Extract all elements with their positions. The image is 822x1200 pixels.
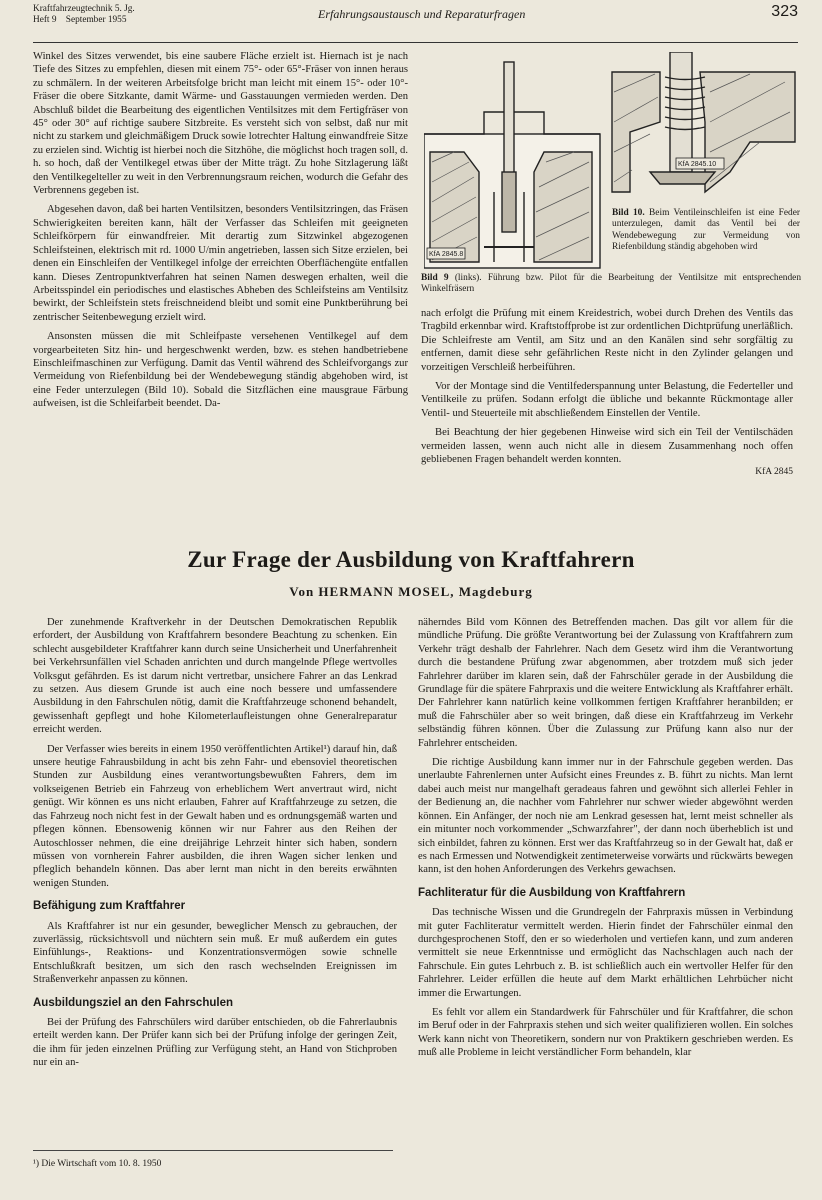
running-header (33, 4, 798, 43)
article-title: Zur Frage der Ausbildung von Kraftfahrern (187, 547, 635, 572)
figure-10-caption (612, 208, 800, 254)
paragraph: Die richtige Ausbildung kann immer nur in der Fahrschule gegeben werden. Das unerlaubte Fahrenlernen unter Aufsicht eines Freundes z. B. führt zu nichts. Man lernt dabei auch meist nur mangelhaft geradeaus fahren und gewöhnt sich allerlei Fehler in der Bedienung an, die nachher vom Fahrlehrer nur schwer wieder abgewöhnt werden können. Ein Anfänger, der noch nie am Lenkrad gesessen hat, lernt meist schneller als ein mitunter noch vorkommender „Schwarzfahrer", der dann noch überheblich ist und sich einbildet, fahren zu können. Erst wer das Kraftfahrzeug so in der Gewalt hat, daß er es nach Ermessen und Notwendigkeit zentimeterweise vorwärts und rückwärts bewegen kann, ist den hohen Anforderungen des Verkehrs gewachsen. (418, 757, 793, 876)
page-number: 323 (771, 3, 798, 20)
paragraph: Bei Beachtung der hier gegebenen Hinweise wird sich ein Teil der Ventilschäden vermeiden lassen, wenn auch nicht alle in diesem Zusammenhang noch offen gebliebenen Fragen behandelt werden konnten. (421, 427, 793, 466)
figure-10-tag: KfA 2845.10 (678, 161, 717, 168)
paragraph: Winkel des Sitzes verwendet, bis eine saubere Fläche erzielt ist. Hiernach ist je nach Tiefe des Sitzes zu empfehlen, diesen mit einem 75°- oder 65°-Fräser von innen heraus zu schmälern. In der weiteren Arbeitsfolge bricht man leicht mit einem 15°- oder 10°-Fräser die obere Sitzkante, damit Wärme- und Gasstauungen vermieden werden. Den Abschluß bildet die Bearbeitung des eigentlichen Ventilsitzes mit dem Fertigfräser von 45° oder 30° auf richtige saubere Sitzbreite. Es versteht sich von selbst, daß nur mit nicht zu starkem und gleichmäßigem Druck sowie lotrechter Haltung einwandfreie Sitze zu erzielen sind. Wichtig ist hierbei noch die Sitzhöhe, die möglichst hoch tragen soll, d. h. so hoch, daß der Ventilkegel etwas über der Mitte trägt. Zu hohe Sitzlagerung läßt den Ventilkegelteller zu weit in den Verbrennungsraum reichen, wodurch die Gefahr des Verbrennens gegeben ist. (33, 51, 408, 197)
section-heading: Fachliteratur für die Ausbildung von Kraftfahrern (418, 886, 686, 899)
footnote-text: ¹) Die Wirtschaft vom 10. 8. 1950 (33, 1159, 162, 1169)
paragraph: nach erfolgt die Prüfung mit einem Kreidestrich, wobei durch Drehen des Ventils das Tragbild erkennbar wird. Kraftstoffprobe ist zur ordentlichen Dichtprüfung unerläßlich. Die Schleifreste am Ventil, am Sitz und an den Kanälen sind sehr sorgfältig zu entfernen, damit diese sehr gefährlichen Reste nicht in den Zylinder gelangen und vorzeitigen Verschleiß herbeiführen. (421, 308, 793, 373)
figure-10-label: Bild 10. (612, 208, 645, 218)
section-heading: Ausbildungsziel an den Fahrschulen (33, 996, 233, 1009)
top-left-column (33, 50, 408, 411)
paragraph: Es fehlt vor allem ein Standardwerk für Fahrschüler und für Kraftfahrer, die schon im Beruf oder in der Fahrpraxis stehen und sich weiter qualifizieren wollen. Ein solches Werk kann nicht von Theoretikern, sondern nur von Praktikern geschrieben werden. Es muß alle Probleme in leicht verständlicher Form behandeln, klar (418, 1006, 793, 1059)
bottom-left-column (33, 616, 397, 1070)
paragraph: Der zunehmende Kraftverkehr in der Deutschen Demokratischen Republik erfordert, der Ausbildung von Kraftfahrern besondere Beachtung zu schenken. Ein schlecht ausgebildeter Kraftfahrer kann durch seine Unsicherheit und Unerfahrenheit bei Verkehrsunfällen viel Schaden anrichten und durch mangelnde Pflege wertvolles Volksgut gefährden. Es ist darum nicht vertretbar, unsichere Fahrer an das Lenkrad zu setzen. Aus diesem Grunde ist auch eine noch bessere und umfassendere Ausbildung in den Fahrschulen nötig, damit die Kraftfahrzeuge schonend behandelt, gewissenhaft gepflegt und hohe Kilometerlaufleistungen ohne Generalreparatur erreicht werden. (33, 617, 397, 736)
figure-10-text: Beim Ventileinschleifen ist eine Feder unterzulegen, damit das Ventil bei der Wendebewegung zur Vermeidung von Riefenbildung ständig abgehoben wird (612, 208, 800, 253)
section-title: Erfahrungsaustausch und Reparaturfragen (318, 7, 526, 21)
paragraph: Bei der Prüfung des Fahrschülers wird darüber entschieden, ob die Fahrerlaubnis erteilt werden kann. Der Prüfer kann sich bei der Prüfung infolge der geringen Zeit, die ihm für jeden einzelnen Prüfling zur Verfügung steht, an Hand von Stichproben nur ein an- (33, 1016, 397, 1069)
paragraph: Vor der Montage sind die Ventilfederspannung unter Belastung, die Federteller und Ventilkeile zu prüfen. Sodann erfolgt die übliche und bekannte Rückmontage aller Ventil- und Steuerteile mit abschließendem Einstellen der Ventile. (421, 381, 793, 419)
paragraph: Abgesehen davon, daß bei harten Ventilsitzen, besonders Ventilsitzringen, das Fräsen Schwierigkeiten bereiten kann, hält der Verfasser das Schleifen mit geeigneten Schleifkörpern für einwandfreier. Mit derartig zum Sitzwinkel abgezogenen Schleifsteinen, elektrisch mit rd. 1000 U/min angetrieben, lassen sich Sitze erzielen, bei denen ein Einschleifen der Ventilkegel infolge der erreichten Oberflächengüte entfallen kann. Dieses Zentropunktverfahren hat seinen Namen deswegen erhalten, weil die Arbeitsspindel ein periodisches und elastisches Abheben des Schleifsteins am Ventilsitz bewirkt, der Schleifstein stets freischneidend bleibt und somit eine Punktberührung bei zentrischer Seitenbewegung erzielt wird. (33, 204, 408, 323)
figure-9-drawing (424, 52, 604, 272)
figure-9-tag: KfA 2845.8 (429, 251, 464, 258)
section-heading: Befähigung zum Kraftfahrer (33, 900, 186, 913)
article-signature: KfA 2845 (755, 467, 793, 478)
figure-9-text: (links). Führung bzw. Pilot für die Bearbeitung der Ventilsitze mit entsprechenden Winkelfräsern (421, 273, 802, 295)
paragraph: Als Kraftfahrer ist nur ein gesunder, beweglicher Mensch zu gebrauchen, der zuverlässig, rücksichtsvoll und nüchtern sein muß. Er muß außerdem ein gutes Einfühlungs-, Reaktions- und Konzentrationsvermögen sowie schnelle Entschlußkraft besitzen, um sich den rasch wechselnden Ereignissen im Straßenverkehr anpassen zu können. (33, 920, 397, 986)
article-author: Von HERMANN MOSEL, Magdeburg (289, 584, 533, 599)
journal-info (33, 4, 135, 26)
paragraph: Das technische Wissen und die Grundregeln der Fahrpraxis müssen in Verbindung mit guter Fachliteratur vermittelt werden. Hierin findet der Fahrschüler einmal den durchgesprochenen Stoff, den er so wiederholen und vertiefen kann, und zum anderen vermittelt sie neue Erkenntnisse und ermöglicht das Nachschlagen auch nach der Fahrschule. Ein gutes Lehrbuch z. B. ist schließlich auch ein wertvoller Helfer für den Fahrlehrer. Leider erfüllen die heute auf dem Markt erhältlichen Lehrbücher nicht immer die Erwartungen. (418, 907, 793, 999)
figure-10-drawing (610, 52, 800, 202)
paragraph: Ansonsten müssen die mit Schleifpaste versehenen Ventilkegel auf dem vorgearbeiteten Sitz hin- und hergeschwenkt werden, bzw. es stehen handbetriebene Einschleifmaschinen zur Verfügung. Damit das Ventil während des Schleifvorgangs zur Vermeidung von Riefenbildung bei der Wendebewegung ständig abgehoben wird, ist eine Feder unterzulegen (Bild 10). Sobald die Sitzflächen eine mausgraue Färbung aufweisen, ist die Schleifarbeit beendet. Da- (33, 331, 408, 410)
figure-9-caption (421, 273, 801, 296)
journal-line-1: Kraftfahrzeugtechnik 5. Jg. (33, 4, 135, 14)
paragraph: Der Verfasser wies bereits in einem 1950 veröffentlichten Artikel¹) darauf hin, daß unsere heutige Fahrausbildung in acht bis zehn Fahr- und ebensoviel theoretischen Stunden zur Ausbildung eines verantwortungsbewußten Fahrers, dem im volkseigenen Betrieb ein Fahrzeug von erheblichem Wert anvertraut wird, nicht genügt. Wir können es uns nicht erlauben, Fahrer auf Kraftfahrzeuge zu setzen, die das Fahrzeug noch nicht fest in der Gewalt haben und es ordnungsgemäß warten und pflegen können. Ebensowenig können wir nur Fahrer aus den Reihen der Autoschlosser nehmen, die eine dreijährige Lehrzeit hinter sich haben, sondern müssen von vornherein Fahrer ausbilden, die ihren Wagen sicher lenken und pfleglich behandeln können. Das aber lernt man nicht in den bereits erwähnten wenigen Stunden. (33, 743, 397, 889)
top-right-column (421, 307, 793, 480)
footnote (33, 1150, 393, 1171)
figure-9-label: Bild 9 (421, 273, 449, 283)
bottom-right-column (418, 616, 793, 1060)
journal-line-2: Heft 9 September 1955 (33, 15, 127, 25)
paragraph: näherndes Bild vom Können des Betreffenden machen. Das gilt vor allem für die mündliche Prüfung. Die größte Verantwortung bei der Zulassung von Kraftfahrern zum Verkehr trägt deshalb der Fahrlehrer. Nach dem Gesetz wird ihm die Verantwortung durch die bestandene Prüfung zwar abgenommen, aber trotzdem muß sich jeder Fahrlehrer darüber im klaren sein, daß der Fahrschüler gerade in der Ausbildung die Grundlage für die spätere Fahrpraxis und die weitere Entwicklung als Kraftfahrer erhält. Der Fahrlehrer kann natürlich keine vollkommen fertigen Kraftfahrer heranbilden; er muß die Fahrschüler aber so weit bringen, daß diese ein Kraftfahrzeug im Verkehr selbständig führen können. Über die Zulassung zur Prüfung kann also nur der Fahrlehrer entscheiden. (418, 617, 793, 749)
